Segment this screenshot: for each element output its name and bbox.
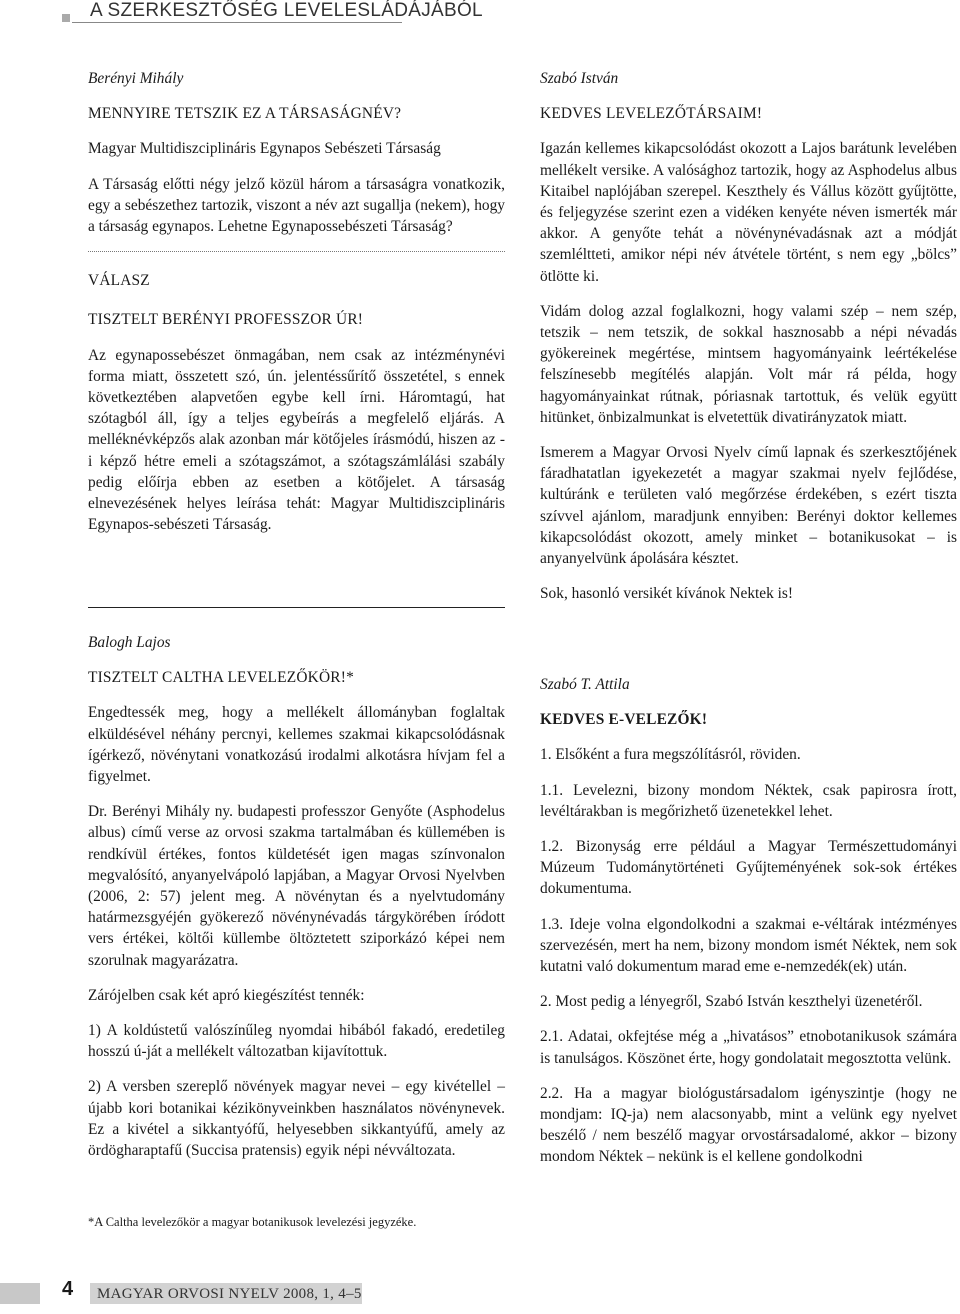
letter-title: KEDVES E-VELEZŐK! (540, 711, 708, 729)
letter-paragraph: 1.3. Ideje volna elgondolkodni a szakmai e-véltárak intézményes szervezésén, mert ha nem, bizony mondom ismét Néktek, nem sok kutatni való dokumentum marad eme e-nemzedék(ek) után. (540, 915, 957, 976)
footnote: *A Caltha levelezőkör a magyar botanikusok levelezési jegyzéke. (88, 1215, 417, 1229)
page-number: 4 (62, 1278, 74, 1300)
answer-label: VÁLASZ (88, 272, 150, 290)
letter-paragraph: Dr. Berényi Mihály ny. budapesti professzor Genyőte (Asphodelus albus) című verse az orvosi szakma tartalmában és küllemében is rendkívül értékes, fontos küldetését igen magas színvonalon megvalósító, anyanyelvápoló lapjában, a Magyar Orvosi Nyelvben (2006, 2: 57) jelent meg. A növénytan és a nyelvtudomány határmezsgyéjén gyökerező növénynévadás tárgykörében íródott vers értékei, költői küllembe öltöztetett sziporkázó képei nem szorulnak magyarázatra. (88, 803, 505, 969)
letter-author: Balogh Lajos (88, 634, 171, 651)
letter-paragraph: Sok, hasonló versikét kívánok Nektek is! (540, 585, 794, 603)
left-column-top (88, 68, 505, 549)
footer-bar (0, 1283, 40, 1304)
left-column-bottom (88, 632, 505, 1175)
page-header (0, 0, 960, 30)
letter-paragraph: 2) A versben szereplő növények magyar nevei – egy kivétellel – újabb kori botanikai kézikönyveinkben használatos növénynevek. Ez a kivétel a sikkantyófű, helyesebben sikkantyúfű, amely az ördögharaptafű (Succisa pratensis) egyik népi névváltozata. (88, 1078, 505, 1160)
letter-paragraph: 2.1. Adatai, okfejtése még a „hivatásos” etnobotanikusok számára is tanulságos. Köszönet érte, hogy gondolatait megosztotta velünk. (540, 1028, 957, 1067)
letter-paragraph: Igazán kellemes kikapcsolódást okozott a Lajos barátunk levelében mellékelt versike. A valósághoz tartozik, hogy az Asphodelus albus Kitaibel naplójában szerepel. Keszthely és Vállus között gyűjtötte, és feljegyzése szerint ezen a vidéken kenyéte néven ismerték már akkor. A genyőte tehát a növénynévadásnak azt a módját szemléltteti, amikor népi név átvétele történt, s nem egy „bölcs” ötlötte ki. (540, 140, 957, 285)
letter-paragraph: Ismerem a Magyar Orvosi Nyelv című lapnak és szerkesztőjének fáradhatatlan igyekezetét a magyar szakmai nyelv fejlődése, kultúránk e területen való megőrzése érdekében, s ezért tiszta szívvel ajánlom, maradjunk ennyiben: Berényi doktor kellemes kikapcsolódást okozott, amely minket – botanikusokat – is anyanyelvünk ápolására késztet. (540, 444, 957, 568)
letter-paragraph: 2.2. Ha a magyar biológustársadalom igényszintje (hogy ne mondjam: IQ-ja) nem alacsonyabb, mint a velünk egy nyelvet beszélő / nem beszélő magyar orvostársadalomé, akkor – bizony mondom Néktek – nekünk is el kellene gondolkodni (540, 1084, 957, 1166)
letter-paragraph: Engedtessék meg, hogy a mellékelt állományban foglaltak elküldésével néhány percnyi, kellemes szakmai kikapcsolódásnak ígérkező, növénytani vonatkozású irodalmi alkotásra hívjam fel a figyelmet. (88, 704, 505, 786)
letter-paragraph: Magyar Multidiszciplináris Egynapos Sebészeti Társaság (88, 140, 441, 158)
header-square-icon (62, 14, 70, 22)
header-rule (72, 22, 402, 23)
page-footer (0, 1272, 960, 1314)
letter-author: Szabó István (540, 70, 619, 87)
dotted-divider (88, 251, 505, 252)
letter-title: KEDVES LEVELEZŐTÁRSAIM! (540, 105, 763, 123)
letter-paragraph: Vidám dolog azzal foglalkozni, hogy valami szép – nem szép, tetszik – nem tetszik, de sokkal hasznosabb a népi névadás gyökereinek megértése, mintsem hagyományaink leértékelése felszínesebb megítélés alapján. Volt már rá példa, hogy hagyományainkat rútnak, póriasnak tartottuk, és velük együtt hitünket, önbizalmunkat is elvetettük divatirányzatok miatt. (540, 302, 957, 426)
letter-paragraph: A Társaság előtti négy jelző közül három a társaságra vonatkozik, egy a sebészethez tartozik, viszont a név azt sugallja (nekem), hogy a társaság egynapos. Lehetne Egynapossebészeti Társaság? (88, 175, 505, 236)
letter-author: Berényi Mihály (88, 70, 184, 87)
letter-paragraph: 1) A koldústetű valószínűleg nyomdai hibából fakadó, eredetileg hosszú ú-ját a mellékelt változatban kijavítottuk. (88, 1022, 505, 1061)
journal-citation: MAGYAR ORVOSI NYELV 2008, 1, 4–5 (97, 1286, 362, 1302)
letter-paragraph: 1.2. Bizonyság erre például a Magyar Természettudományi Múzeum Tudománytörténeti Gyűjteményének sok-sok értékes dokumentuma. (540, 838, 957, 898)
answer-salutation: TISZTELT BERÉNYI PROFESSZOR ÚR! (88, 311, 364, 329)
letter-paragraph: 2. Most pedig a lényegről, Szabó István keszthelyi üzenetéről. (540, 993, 923, 1011)
letter-paragraph: 1.1. Levelezni, bizony mondom Néktek, csak papirosra írott, levéltárakban is megőrizhető üzenetekkel lehet. (540, 781, 957, 820)
right-column-top (540, 68, 957, 618)
answer-paragraph: Az egynapossebészet önmagában, nem csak az intézménynévi forma miatt, összetett szó, ún. jelentéssűrítő összetétel, s ennek következtében alapvetően egybe kell írni. Háromtagú, hat szótagból áll, így a teljes egybeírás a megfelelő eljárás. A melléknévképzős alak azonban már kötőjeles írásmódú, hiszen az -i képző hétre emeli a szótagszámot, a szótagszámlálási szabály pedig előírja ebben az esetben a kötőjelet. A társaság elnevezésének helyes leírása tehát: Magyar Multidiszciplináris Egynapos-sebészeti Társaság. (88, 346, 505, 534)
right-column-bottom (540, 674, 957, 1182)
letter-title: MENNYIRE TETSZIK EZ A TÁRSASÁGNÉV? (88, 105, 402, 123)
section-divider (88, 607, 505, 608)
letter-title: TISZTELT CALTHA LEVELEZŐKÖR!* (88, 669, 354, 687)
section-title: A SZERKESZTŐSÉG LEVELESLÁDÁJÁBÓL (90, 0, 483, 21)
letter-author: Szabó T. Attila (540, 676, 630, 693)
letter-paragraph: Zárójelben csak két apró kiegészítést tennék: (88, 986, 365, 1004)
letter-paragraph: 1. Elsőként a fura megszólításról, röviden. (540, 746, 801, 764)
